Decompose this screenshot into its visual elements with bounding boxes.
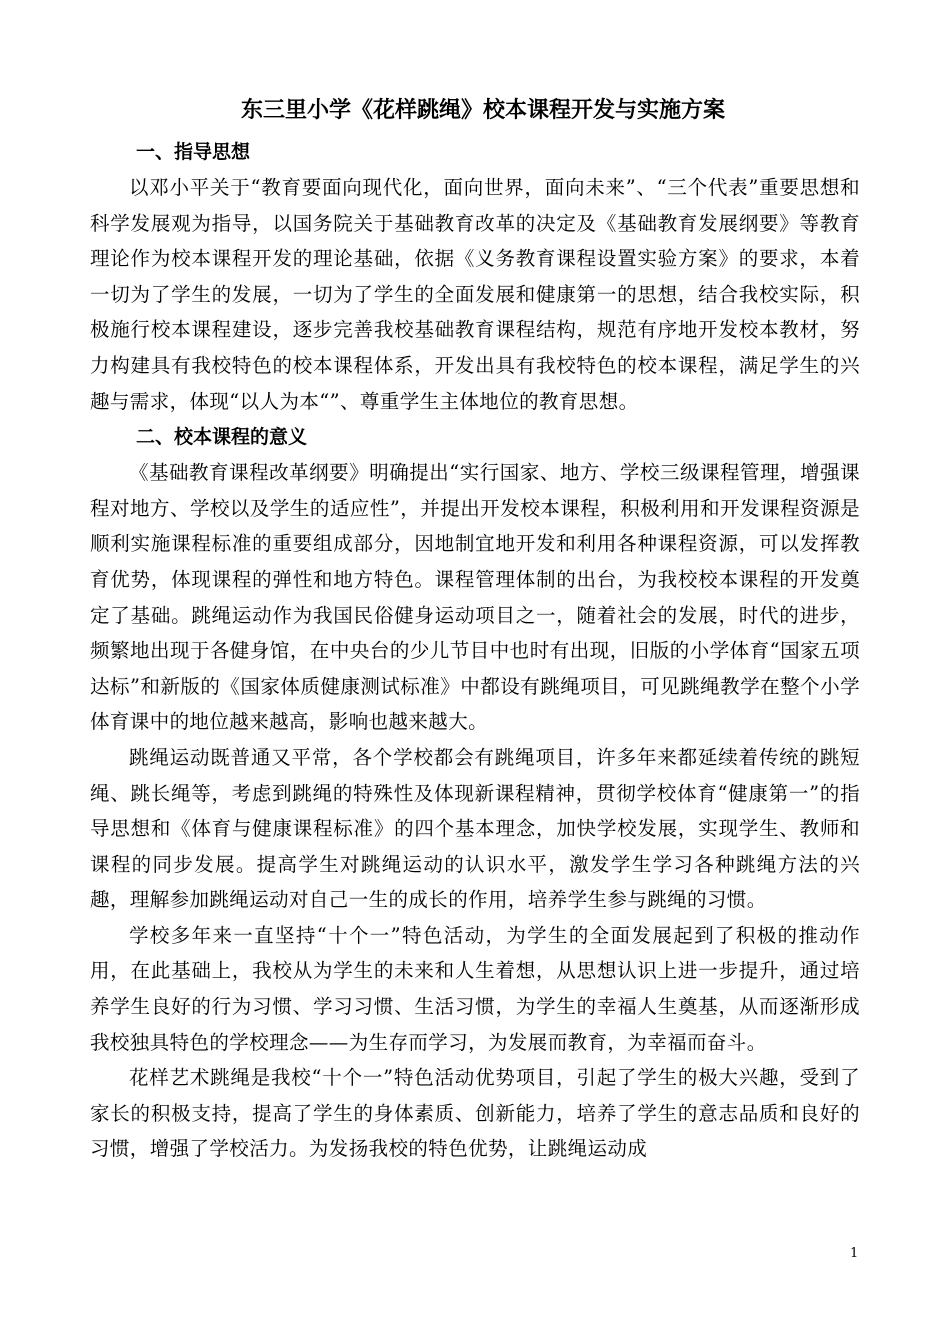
section-heading: 一、指导思想 xyxy=(136,141,251,163)
section-guiding-ideology xyxy=(90,134,860,419)
document-title: 东三里小学《花样跳绳》校本课程开发与实施方案 xyxy=(240,98,725,123)
paragraph: 学校多年来一直坚持“十个一”特色活动，为学生的全面发展起到了积极的推动作用，在此基础上，我校从为学生的未来和人生着想，从思想认识上进一步提升，通过培养学生良好的行为习惯、学习习惯、生活习惯，为学生的幸福人生奠基，从而逐渐形成我校独具特色的学校理念——为生存而学习，为发展而教育，为幸福而奋斗。 xyxy=(90,923,860,1054)
paragraph: 《基础教育课程改革纲要》明确提出“实行国家、地方、学校三级课程管理，增强课程对地方、学校以及学生的适应性”，并提出开发校本课程，积极利用和开发课程资源是顺利实施课程标准的重要组成部分，因地制宜地开发和利用各种课程资源，可以发挥教育优势，体现课程的弹性和地方特色。课程管理体制的出台，为我校校本课程的开发奠定了基础。跳绳运动作为我国民俗健身运动项目之一，随着社会的发展，时代的进步，频繁地出现于各健身馆，在中央台的少儿节目中也时有出现，旧版的小学体育“国家五项达标”和新版的《国家体质健康测试标准》中都设有跳绳项目，可见跳绳教学在整个小学体育课中的地位越来越高，影响也越来越大。 xyxy=(90,461,860,734)
section-heading: 二、校本课程的意义 xyxy=(136,426,308,449)
paragraph: 跳绳运动既普通又平常，各个学校都会有跳绳项目，许多年来都延续着传统的跳短绳、跳长绳等，考虑到跳绳的特殊性及体现新课程精神，贯彻学校体育“健康第一”的指导思想和《体育与健康课程标准》的四个基本理念，加快学校发展，实现学生、教师和课程的同步发展。提高学生对跳绳运动的认识水平，激发学生学习各种跳绳方法的兴趣，理解参加跳绳运动对自己一生的成长的作用，培养学生参与跳绳的习惯。 xyxy=(90,745,860,912)
paragraph: 花样艺术跳绳是我校“十个一”特色活动优势项目，引起了学生的极大兴趣，受到了家长的积极支持，提高了学生的身体素质、创新能力，培养了学生的意志品质和良好的习惯，增强了学校活力。为发扬我校的特色优势，让跳绳运动成 xyxy=(90,1066,860,1161)
page-number: 1 xyxy=(850,1246,859,1261)
document-page xyxy=(90,88,860,1167)
section-course-significance xyxy=(90,419,860,1167)
paragraph: 以邓小平关于“教育要面向现代化，面向世界，面向未来”、“三个代表”重要思想和科学发展观为指导，以国务院关于基础教育改革的决定及《基础教育发展纲要》等教育理论作为校本课程开发的理论基础，依据《义务教育课程设置实验方案》的要求，本着一切为了学生的发展，一切为了学生的全面发展和健康第一的思想，结合我校实际，积极施行校本课程建设，逐步完善我校基础教育课程结构，规范有序地开发校本教材，努力构建具有我校特色的校本课程体系，开发出具有我校特色的校本课程，满足学生的兴趣与需求，体现“以人为本“”、尊重学生主体地位的教育思想。 xyxy=(90,176,860,413)
